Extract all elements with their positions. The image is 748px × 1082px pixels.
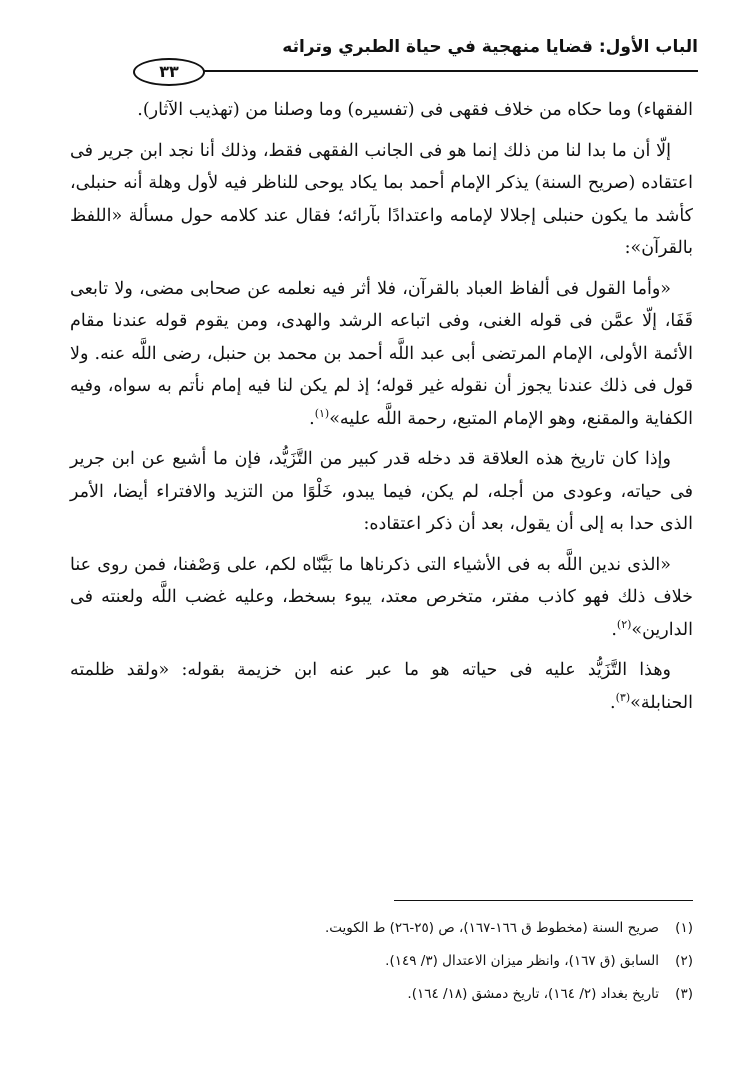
footnote-1 bbox=[70, 912, 693, 945]
running-header-title: الباب الأول: قضايا منهجية في حياة الطبري وتراثه bbox=[282, 37, 698, 57]
footnote-text: السابق (ق ١٦٧)، وانظر ميزان الاعتدال (٣/ ١٤٩). bbox=[385, 953, 659, 969]
footnotes bbox=[70, 912, 693, 1011]
footnote-text: تاريخ بغداد (٢/ ١٦٤)، تاريخ دمشق (١٨/ ١٦٤). bbox=[407, 986, 659, 1002]
footnote-ref-2[interactable]: (٢) bbox=[616, 617, 632, 631]
paragraph-2: إلّا أن ما بدا لنا من ذلك إنما هو فى الجانب الفقهى فقط، وذلك أنا نجد ابن جرير فى اعتقاده (صريح السنة) يذكر الإمام أحمد بما يكاد يوحى للناظر فيه لأول وهلة أنه حنبلى، كأشد ما يكون حنبلى إجلالا لإمامه واعتدادًا بآرائه؛ فقال عند كلامه حول مسألة «اللفظ بالقرآن»: bbox=[70, 140, 693, 258]
footnote-ref-3[interactable]: (٣) bbox=[615, 690, 631, 704]
paragraph-1: الفقهاء) وما حكاه من خلاف فقهى فى (تفسيره) وما وصلنا من (تهذيب الآثار). bbox=[137, 100, 693, 120]
footnote-text: صريح السنة (مخطوط ق ١٦٦-١٦٧)، ص (٢٥-٢٦) ط الكويت. bbox=[324, 920, 659, 936]
main-text bbox=[70, 94, 693, 727]
footnote-ref-1[interactable]: (١) bbox=[314, 406, 330, 420]
footnote-number: (٢) bbox=[675, 953, 693, 969]
footnote-3 bbox=[70, 978, 693, 1011]
page-number-badge: ٣٣ bbox=[133, 58, 205, 86]
footnote-number: (٣) bbox=[675, 986, 693, 1002]
paragraph-4: وإذا كان تاريخ هذه العلاقة قد دخله قدر كبير من التَّزَيُّد، فإن ما أشيع عن ابن جرير فى حياته، وعودى من أجله، لم يكن، فيما يبدو، خَلْوًا من التزيد والافتراء أيضا، الأمر الذى حدا به إلى أن يقول، بعد أن ذكر اعتقاده: bbox=[70, 449, 693, 534]
footnote-number: (١) bbox=[675, 920, 693, 936]
paragraph-3-quote: «وأما القول فى ألفاظ العباد بالقرآن، فلا أثر فيه نعلمه عن صحابى مضى، ولا تابعى قَفَا، إلّا عمَّن فى قوله الغنى، وفى اتباعه الرشد والهدى، ومن يقوم قوله عندنا مقام الأئمة الأولى، الإمام المرتضى أبى عبد اللَّه أحمد بن محمد بن حنبل، رضى اللَّه عنه. ولا قول فى ذلك عندنا يجوز أن نقوله غير قوله؛ إذ لم يكن لنا فيه إمام نأتم به سواه، وفيه الكفاية والمقنع، وهو الإمام المتبع، رحمة اللَّه عليه»$^{(١)}$. bbox=[70, 278, 693, 429]
footnote-separator bbox=[394, 900, 693, 901]
footnote-2 bbox=[70, 945, 693, 978]
paragraph-6: وهذا التَّزَيُّد عليه فى حياته هو ما عبر عنه ابن خزيمة بقوله: «ولقد ظلمته الحنابلة»$^{(٣)}$. bbox=[70, 660, 693, 713]
paragraph-5-quote: «الذى ندين اللَّه به فى الأشياء التى ذكرناها ما بَيَّنّاه لكم، على وَصْفنا، فمن روى عنا خلاف ذلك فهو كاذب مفتر، متخرص معتد، يبوء بسخط، وعليه غضب اللَّه ولعنته فى الدارين»$^{(٢)}$. bbox=[70, 554, 693, 640]
header-rule bbox=[200, 70, 698, 72]
